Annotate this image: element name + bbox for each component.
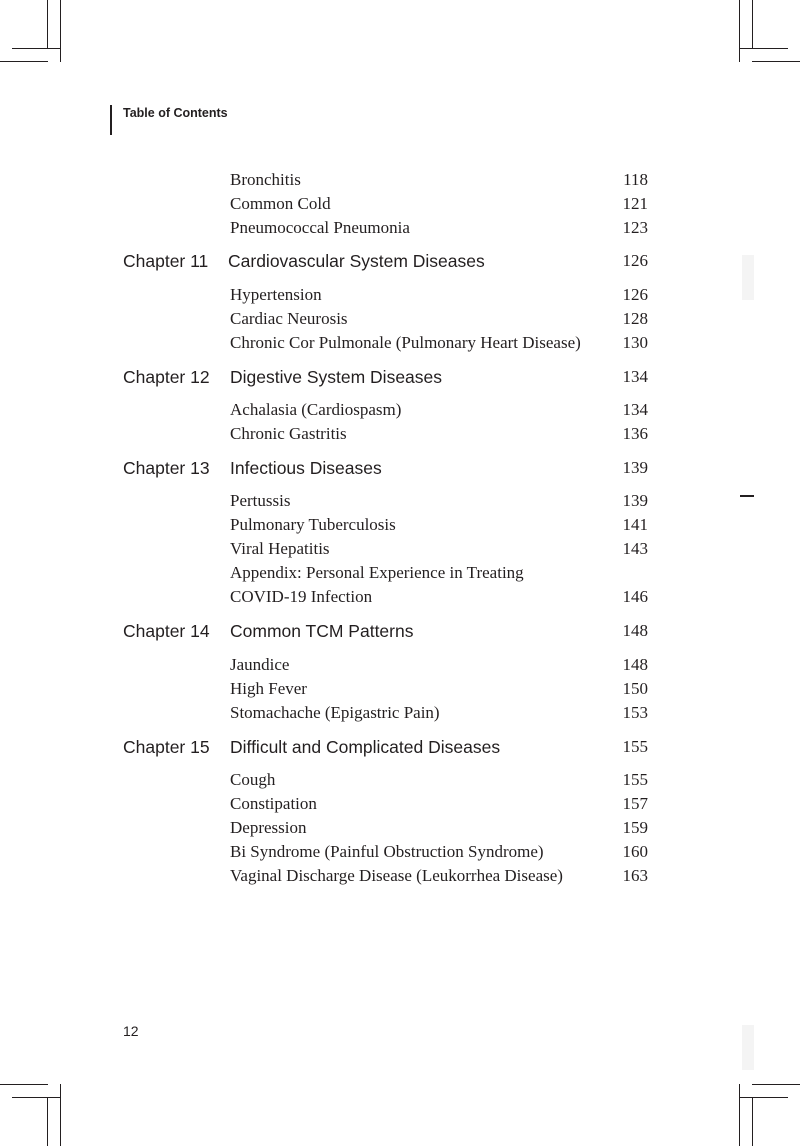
toc-entry-page-number: 126 [622, 285, 648, 304]
toc-entry-page-number: 123 [622, 218, 648, 237]
page-number: 12 [123, 1023, 139, 1039]
chapter-page-number: 139 [622, 458, 648, 477]
toc-entry-title: Stomachache (Epigastric Pain) [230, 703, 440, 722]
toc-entry-title: Chronic Cor Pulmonale (Pulmonary Heart Disease) [230, 333, 581, 352]
toc-entry-row [0, 794, 800, 818]
toc-entry-page-number: 159 [622, 818, 648, 837]
toc-entry-title: Viral Hepatitis [230, 539, 330, 558]
toc-entry-page-number: 141 [622, 515, 648, 534]
chapter-page-number: 155 [622, 737, 648, 756]
crop-mark-bottom-right-h [752, 1084, 800, 1085]
toc-entry-title: Hypertension [230, 285, 322, 304]
toc-entry-row [0, 194, 800, 218]
toc-entry-row [0, 285, 800, 309]
toc-entry-title: COVID-19 Infection [230, 587, 373, 606]
chapter-title: Cardiovascular System Diseases [228, 251, 485, 271]
bleed-shadow-bottom [742, 1025, 754, 1070]
chapter-page-number: 126 [622, 251, 648, 270]
crop-mark-top-left-h2 [12, 48, 60, 49]
toc-entry-page-number: 155 [622, 770, 648, 789]
chapter-row [0, 251, 800, 275]
toc-entry-row [0, 587, 800, 611]
toc-entry-page-number: 128 [622, 309, 648, 328]
chapter-number: Chapter 14 [123, 621, 210, 641]
chapter-page-number: 134 [622, 367, 648, 386]
toc-entry-page-number: 148 [622, 655, 648, 674]
toc-entry-page-number: 143 [622, 539, 648, 558]
chapter-row [0, 458, 800, 482]
toc-entry-title: Cardiac Neurosis [230, 309, 348, 328]
toc-entry-page-number: 139 [622, 491, 648, 510]
toc-entry-page-number: 136 [622, 424, 648, 443]
toc-entry-page-number: 130 [622, 333, 648, 352]
chapter-page-number: 148 [622, 621, 648, 640]
toc-entry-row [0, 563, 800, 587]
header-rule [110, 105, 112, 135]
crop-mark-bottom-right-v2 [752, 1097, 753, 1146]
toc-entry-row [0, 170, 800, 194]
toc-entry-title: Common Cold [230, 194, 331, 213]
toc-entry-row [0, 770, 800, 794]
toc-entry-row [0, 679, 800, 703]
toc-entry-row [0, 818, 800, 842]
chapter-number: Chapter 13 [123, 458, 210, 478]
toc-entry-title: Achalasia (Cardiospasm) [230, 400, 402, 419]
toc-entry-title: Pertussis [230, 491, 291, 510]
toc-entry-title: High Fever [230, 679, 307, 698]
toc-entry-page-number: 153 [622, 703, 648, 722]
toc-entry-title: Appendix: Personal Experience in Treating [230, 563, 524, 582]
toc-entry-title: Chronic Gastritis [230, 424, 347, 443]
toc-entry-row [0, 218, 800, 242]
toc-entry-page-number: 157 [622, 794, 648, 813]
toc-entry-row [0, 309, 800, 333]
toc-entry-page-number: 134 [622, 400, 648, 419]
crop-mark-top-right-v2 [752, 0, 753, 48]
chapter-row [0, 621, 800, 645]
crop-mark-bottom-right-h2 [740, 1097, 788, 1098]
running-header-title: Table of Contents [123, 106, 228, 120]
toc-entry-row [0, 866, 800, 890]
crop-mark-top-right-h2 [740, 48, 788, 49]
toc-entry-row [0, 655, 800, 679]
crop-mark-top-left-h [0, 61, 48, 62]
toc-entry-row [0, 539, 800, 563]
chapter-title: Infectious Diseases [230, 458, 382, 478]
toc-entry-page-number: 160 [622, 842, 648, 861]
toc-entry-row [0, 400, 800, 424]
chapter-title: Digestive System Diseases [230, 367, 443, 387]
toc-entry-title: Bi Syndrome (Painful Obstruction Syndrome) [230, 842, 544, 861]
toc-entry-page-number: 163 [622, 866, 648, 885]
toc-entry-title: Bronchitis [230, 170, 301, 189]
chapter-number: Chapter 12 [123, 367, 210, 387]
toc-entry-row [0, 333, 800, 357]
toc-entry-page-number: 118 [623, 170, 648, 189]
toc-entry-title: Pulmonary Tuberculosis [230, 515, 396, 534]
toc-entry-row [0, 424, 800, 448]
crop-mark-top-left-v [60, 0, 61, 62]
crop-mark-top-left-v3 [47, 0, 48, 48]
toc-entry-title: Vaginal Discharge Disease (Leukorrhea Disease) [230, 866, 563, 885]
toc-entry-title: Pneumococcal Pneumonia [230, 218, 410, 237]
toc-entry-page-number: 146 [622, 587, 648, 606]
crop-mark-bottom-right-v [739, 1084, 740, 1146]
toc-entry-page-number: 121 [622, 194, 648, 213]
toc-entry-row [0, 515, 800, 539]
toc-entry-title: Depression [230, 818, 307, 837]
crop-mark-bottom-left-v [60, 1084, 61, 1146]
crop-mark-bottom-left-v2 [47, 1097, 48, 1146]
chapter-row [0, 737, 800, 761]
chapter-number: Chapter 15 [123, 737, 210, 757]
toc-entry-row [0, 842, 800, 866]
chapter-number: Chapter 11 [123, 251, 209, 271]
crop-mark-top-right-v [739, 0, 740, 62]
chapter-row [0, 367, 800, 391]
crop-mark-top-right-h [752, 61, 800, 62]
chapter-title: Difficult and Complicated Diseases [230, 737, 501, 757]
toc-entry-page-number: 150 [622, 679, 648, 698]
crop-mark-bottom-left-h [0, 1084, 48, 1085]
toc-entry-title: Jaundice [230, 655, 290, 674]
toc-entry-row [0, 491, 800, 515]
chapter-title: Common TCM Patterns [230, 621, 414, 641]
toc-entry-row [0, 703, 800, 727]
crop-mark-bottom-left-h2 [12, 1097, 60, 1098]
toc-entry-title: Constipation [230, 794, 317, 813]
toc-entry-title: Cough [230, 770, 276, 789]
